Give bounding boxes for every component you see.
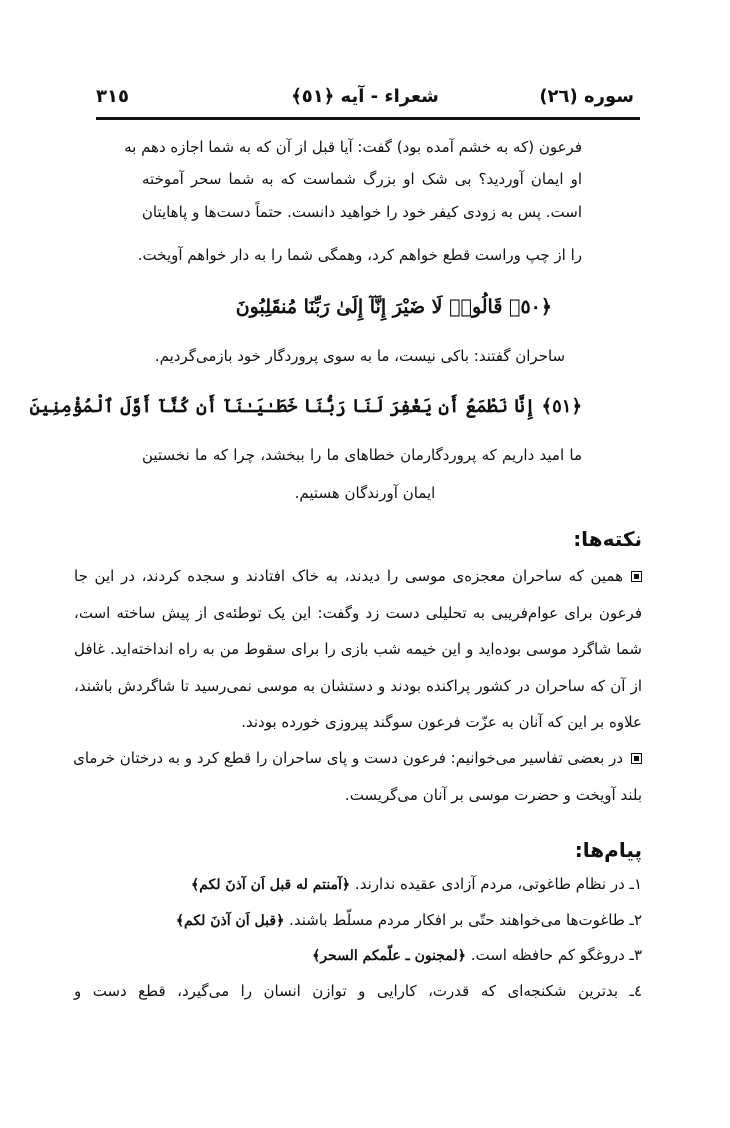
square-bullet-icon: [631, 753, 642, 764]
note-item-1-line: شما شاگرد موسی بوده‌اید و این خیمه شب بازی را برای سقوط من به راه انداخته‌اید. غافل: [74, 640, 642, 658]
message-2: ۲ـ طاغوت‌ها می‌خواهند حتّی بر افکار مردم مسلّط باشند. ﴿قبل اَن آذنَ لكم﴾: [175, 911, 642, 929]
note-item-1-line: علاوه بر این که آنان به عزّت فرعون سوگند پیروزی خورده بودند.: [241, 713, 642, 731]
translation-line: را از چپ وراست قطع خواهم کرد، وهمگی شما را به دار خواهم آویخت.: [137, 246, 582, 264]
message-4: ٤ـ بدترین شکنجه‌ای که قدرت، کارایی و توازن انسان را می‌گیرد، قطع دست و: [74, 982, 642, 1000]
note-item-1-line: از آن که ساحران در کشور پراکنده بودند و دستشان به موسی نمی‌رسید تا شاگردش باشند،: [74, 677, 642, 695]
header-divider: [96, 117, 640, 120]
surah-label: سوره (٢٦): [539, 86, 634, 107]
page-number: ٣١٥: [96, 86, 129, 107]
translation-line: فرعون (که به خشم آمده بود) گفت: آیا قبل از آن که به شما اجازه دهم به: [124, 138, 582, 156]
translation-line: او ایمان آوردید؟ بی شک او بزرگ شماست که به شما سحر آموخته: [142, 170, 582, 188]
translation-50: ساحران گفتند: باکی نیست، ما به سوی پروردگار خود بازمی‌گردیم.: [154, 347, 566, 365]
page-header: [96, 86, 634, 112]
message-3: ۳ـ دروغگو کم حافظه است. ﴿لمجنون ـ علّمكم السحر﴾: [312, 946, 642, 964]
notes-title: نکته‌ها:: [573, 527, 642, 551]
translation-51-line: ایمان آورندگان هستیم.: [294, 484, 436, 502]
message-1: ۱ـ در نظام طاغوتی، مردم آزادی عقیده ندارند. ﴿آمنتم له قبل اَن آذنَ لكم﴾: [191, 875, 642, 893]
note-item-2-line: بلند آویخت و حضرت موسی بر آنان می‌گریست.: [344, 786, 642, 804]
surah-title: شعراء - آیه ﴿٥١﴾: [291, 86, 439, 107]
square-bullet-icon: [631, 571, 642, 582]
quote: ﴿قبل اَن آذنَ لكم﴾: [175, 913, 285, 929]
messages-title: پیام‌ها:: [574, 838, 642, 862]
translation-line: است. پس به زودی کیفر خود را خواهید دانست. حتماً دست‌ها و پاهایتان: [141, 203, 582, 221]
note-item-1-line: فرعون برای عوام‌فریبی به تحلیلی دست زد وگفت: این یک توطئه‌ی از پیش ساخته است،: [74, 604, 642, 622]
note-item-1-line: همین که ساحران معجزه‌ی موسی را دیدند، به خاک افتادند و سجده کردند، در این جا: [74, 567, 642, 585]
ayah-51: ﴿٥١﴾ إِنَّا نَطْمَعُ أَن يَغْفِرَ لَنَا رَبُّنَا خَطَـٰيَـٰنَآ أَن كُنَّآ أَوَّلَ ٱلْمُؤْمِنِينَ: [29, 396, 582, 417]
ayah-50: ﴿٥٠﴾ قَالُوا۟ لَا ضَيْرَ إِنَّآ إِلَىٰ رَبِّنَا مُنقَلِبُونَ: [235, 296, 552, 318]
quote: ﴿آمنتم له قبل اَن آذنَ لكم﴾: [191, 877, 351, 893]
translation-51-line: ما امید داریم که پروردگارمان خطاهای ما را ببخشد، چرا که ما نخستین: [142, 446, 582, 464]
quote: ﴿لمجنون ـ علّمكم السحر﴾: [312, 948, 466, 964]
note-item-2-line: در بعضی تفاسیر می‌خوانیم: فرعون دست و پای ساحران را قطع کرد و به درختان خرمای: [74, 749, 642, 767]
